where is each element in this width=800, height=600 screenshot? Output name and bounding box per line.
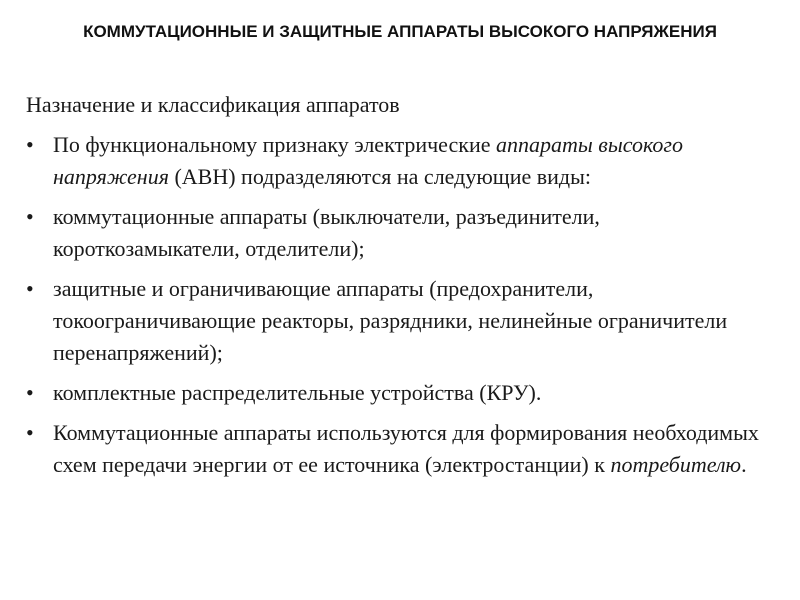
bullet-list [26, 129, 786, 489]
bullet-item [26, 201, 786, 265]
bullet-item [26, 273, 786, 369]
bullet-item [26, 417, 786, 481]
bullet-text: защитные и ограничивающие аппараты (предохранители, токоограничивающие реакторы, разрядники, нелинейные ограничители перенапряжений); [53, 276, 728, 365]
bullet-text: Коммутационные аппараты используются для формирования необходимых схем передачи энергии от ее источника (электростанции) к [53, 420, 759, 477]
bullet-text: (АВН) подразделяются на следующие виды: [168, 164, 592, 189]
bullet-text: комплектные распределительные устройства (КРУ). [53, 380, 542, 405]
bullet-dot: • [26, 132, 34, 157]
slide-subtitle: Назначение и классификация аппаратов [26, 92, 400, 117]
bullet-text: . [741, 452, 747, 477]
bullet-dot: • [26, 380, 34, 405]
bullet-emphasis: потребителю [610, 452, 742, 477]
bullet-dot: • [26, 276, 34, 301]
slide-title: КОММУТАЦИОННЫЕ И ЗАЩИТНЫЕ АППАРАТЫ ВЫСОКОГО НАПРЯЖЕНИЯ [83, 22, 717, 41]
bullet-text: По функциональному признаку электрические [53, 132, 496, 157]
bullet-item [26, 377, 786, 409]
bullet-text: коммутационные аппараты (выключатели, разъединители, короткозамыкатели, отделители); [53, 204, 600, 261]
bullet-dot: • [26, 204, 34, 229]
bullet-emphasis: аппараты высокого напряжения [53, 132, 683, 189]
bullet-dot: • [26, 420, 34, 445]
bullet-item [26, 129, 786, 193]
